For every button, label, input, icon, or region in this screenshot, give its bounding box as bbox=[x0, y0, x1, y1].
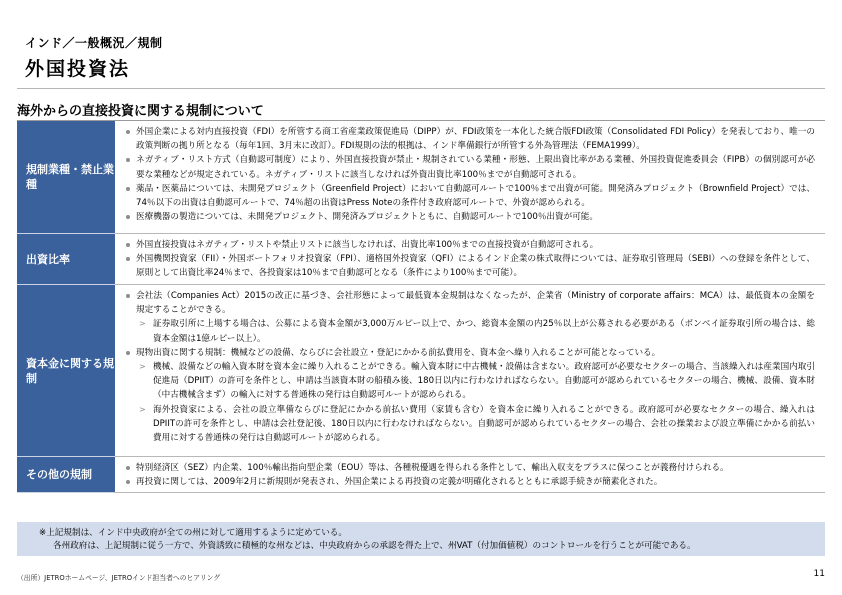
bullet-item: 外国直接投資はネガティブ・リストや禁止リストに該当しなければ、出資比率100％までの直接投資が自動認可される。 bbox=[123, 238, 815, 252]
table-row-capital-regulation bbox=[17, 285, 825, 457]
note-box bbox=[17, 522, 825, 556]
sub-bullet-item: > 機械、設備などの輸入資本財を資本金に繰り入れることができる。輸入資本財に中古機械・設備は含まない。政府認可が必要なセクターの場合、当該繰入れは産業国内取引促進局（DPIIT）の許可を条件とし、申請は当該資本財の船積み後、180日以内に行わなければならない。自動認可が認められているセクターの場合、機械、設備、資本財（中古機械含まず）の輸入に対する普通株の発行は自動認可ルートが認められる。 bbox=[123, 360, 815, 403]
bullet-item: 現物出資に関する規制：機械などの設備、ならびに会社設立・登記にかかる前払費用を、資本金へ繰り入れることが可能となっている。 bbox=[123, 346, 815, 360]
sub-bullet-item: > 証券取引所に上場する場合は、公募による資本金額が3,000万ルピー以上で、かつ、総資本金額の内25％以上が公募される必要がある（ボンベイ証券取引所の場合は、総資本金額は1億ルピー以上）。 bbox=[123, 317, 815, 345]
regulation-table bbox=[17, 121, 825, 493]
breadcrumb: インド／一般概況／規制 bbox=[25, 36, 163, 50]
row-label: 出資比率 bbox=[17, 234, 115, 285]
bullet-item: 医療機器の製造については、未開発プロジェクト、開発済みプロジェクトともに、自動認可ルートで100％出資が可能。 bbox=[123, 210, 815, 224]
table-row-equity-ratio bbox=[17, 234, 825, 285]
source-citation: （出所）JETROホームページ、JETROインド担当者へのヒアリング bbox=[17, 574, 221, 582]
row-label: 規制業種・禁止業種 bbox=[17, 121, 115, 234]
page-number: 11 bbox=[813, 569, 825, 579]
table-row-restricted-industries bbox=[17, 121, 825, 234]
row-label: その他の規制 bbox=[17, 457, 115, 493]
row-label: 資本金に関する規制 bbox=[17, 285, 115, 457]
note-line-2: 各州政府は、上記規制に従う一方で、外資誘致に積極的な州などは、中央政府からの承認を得た上で、州VAT（付加価値税）のコントロールを行うことが可能である。 bbox=[53, 541, 696, 551]
row-content bbox=[115, 457, 825, 492]
bullet-item: 外国機関投資家（FII）・外国ポートフォリオ投資家（FPI）、適格国外投資家（QFI）によるインド企業の株式取得については、証券取引管理局（SEBI）への登録を条件として、原則として出資比率24％まで、各投資家は10％まで自動認可となる（条件により100％まで可能）。 bbox=[123, 252, 815, 280]
bullet-item: 再投資に関しては、2009年2月に新規則が発表され、外国企業による再投資の定義が明確化されるとともに承認手続きが簡素化された。 bbox=[123, 475, 815, 489]
bullet-item: 薬品・医薬品については、未開発プロジェクト（Greenfield Project）において自動認可ルートで100％まで出資が可能。開発済みプロジェクト（Brownfield Project）では、74％以下の出資は自動認可ルートで、74％超の出資はPress Noteの条件付き政府認可ルートで、外資が認められる。 bbox=[123, 182, 815, 210]
bullet-item: 会社法（Companies Act）2015の改正に基づき、会社形態によって最低資本金規制はなくなったが、企業省（Ministry of corporate affairs：MCA）は、最低資本の金額を規定することができる。 bbox=[123, 289, 815, 317]
row-content bbox=[115, 234, 825, 284]
bullet-item: 外国企業による対内直接投資（FDI）を所管する商工省産業政策促進局（DIPP）が、FDI政策を一本化した統合版FDI政策（Consolidated FDI Policy）を発表しており、唯一の政策判断の拠り所となる（毎年1回、3月末に改訂）。FDI規則の法的根拠は、インド準備銀行が所管する外為管理法（FEMA1999）。 bbox=[123, 125, 815, 153]
row-content bbox=[115, 285, 825, 456]
bullet-item: ネガティブ・リスト方式（自動認可制度）により、外国直接投資が禁止・規制されている業種・形態、上限出資比率がある業種、外国投資促進委員会（FIPB）の個別認可が必要な業種などが規定されている。ネガティブ・リストに該当しなければ外資出資比率100％までが自動認可される。 bbox=[123, 153, 815, 181]
bullet-item: 特別経済区（SEZ）内企業、100％輸出指向型企業（EOU）等は、各種税優遇を得られる条件として、輸出入収支をプラスに保つことが義務付けられる。 bbox=[123, 461, 815, 475]
sub-bullet-item: > 海外投資家による、会社の設立準備ならびに登記にかかる前払い費用（家賃も含む）を資本金に繰り入れることができる。政府認可が必要なセクターの場合、繰入れはDPIITの許可を条件とし、申請は会社登記後、180日以内に行わなければならない。自動認可が認められているセクターの場合、会社の操業および設立準備にかかる前払い費用に対する普通株の発行は自動認可ルートが認められる。 bbox=[123, 403, 815, 446]
row-content bbox=[115, 121, 825, 233]
header-divider bbox=[17, 88, 825, 89]
table-row-other-regulations bbox=[17, 457, 825, 493]
note-line-1: ※上記規制は、インド中央政府が全ての州に対して適用するように定めている。 bbox=[39, 528, 347, 538]
page-title: 外国投資法 bbox=[25, 58, 131, 80]
section-title: 海外からの直接投資に関する規制について bbox=[17, 104, 264, 119]
